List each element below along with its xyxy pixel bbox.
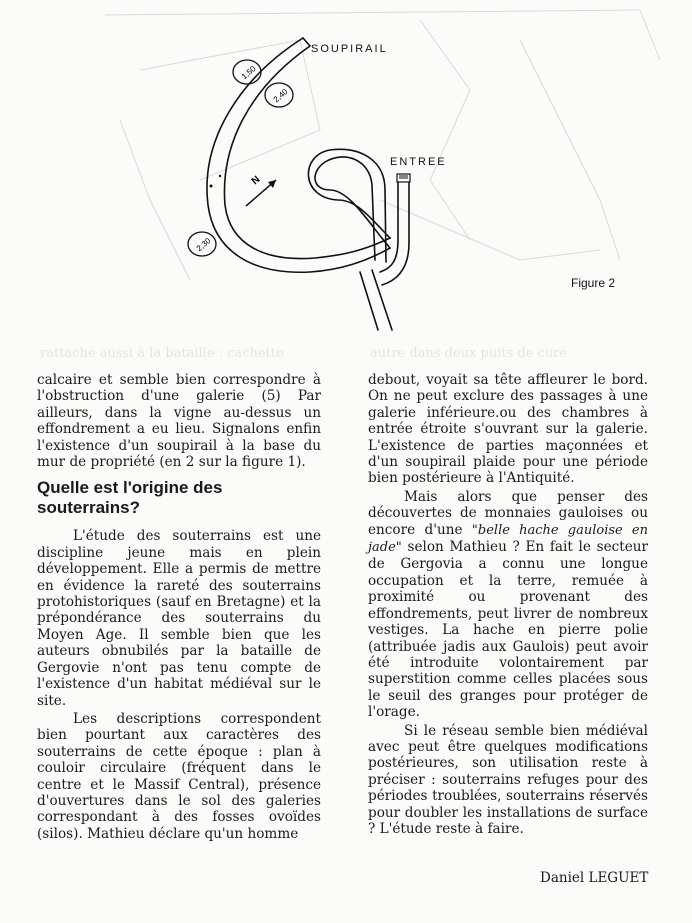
north-label: N xyxy=(249,174,263,188)
paragraph: Les descriptions correspondent bien pourtant aux caractères des souterrains de cette époque : plan à couloir circulaire (fréquent dans le centre et le Massif Central), présence d'ouvertures dans le sol des galeries correspondant à des fosses ovoïdes (silos). Mathieu déclare qu'un homme xyxy=(37,710,321,842)
paragraph: debout, voyait sa tête affleurer le bord. On ne peut exclure des passages à une galerie inférieure.ou des chambres à entrée étroite s'ouvrant sur la galerie. L'existence de parties maçonnées et d'un soupirail plaide pour une période bien postérieure à l'Antiquité. xyxy=(368,372,648,487)
paragraph: Si le réseau semble bien médiéval avec peut être quelques modifications postérieures, son utilisation reste à préciser : souterrains refuges pour des périodes troublées, souterrains réservés pour doubler les installations de surface ? L'étude reste à faire. xyxy=(368,722,648,837)
bleed-through-text: autre dans deux puits de cure xyxy=(370,346,568,361)
author-signature: Daniel LEGUET xyxy=(540,870,649,886)
paragraph xyxy=(368,489,648,721)
section-heading: Quelle est l'origine des souterrains? xyxy=(37,478,223,518)
paragraph: L'étude des souterrains est une discipline jeune mais en plein développement. Elle a permis de mettre en évidence la rareté des souterrains protohistoriques (sauf en Bretagne) et la prépondérance des souterrains du Moyen Age. Il semble bien que les auteurs obnubilés par la bataille de Gergovie n'ont pas tenu compte de l'existence d'un habitat médiéval sur le site. xyxy=(37,528,321,709)
figure-2 xyxy=(0,0,692,345)
left-column xyxy=(37,372,321,842)
paragraph-part: selon Mathieu ? En fait le secteur de Gergovia a connu une longue occupation et la terre, remuée à proximité ou provenant des effondrements, peut livrer de nombreux vestiges. La hache en pierre polie (attribuée jadis aux Gaulois) peut avoir été introduite volontairement par superstition comme celles placées sous le seuil des granges pour protéger de l'orage. xyxy=(368,539,648,721)
soupirail-label: SOUPIRAIL xyxy=(311,43,388,55)
gallery-outline xyxy=(207,38,409,330)
paragraph-part: Mais alors que penser des découvertes de monnaies gauloises ou encore d'une xyxy=(368,488,648,538)
bleed-through-text: rattache aussi à la bataille : cachette xyxy=(40,346,284,361)
measure-label-3: 2,30 xyxy=(194,236,213,254)
entree-label: ENTREE xyxy=(390,156,447,168)
quoted-phrase: "belle hache gauloise en jade" xyxy=(368,522,648,556)
measure-label-2: 2,40 xyxy=(271,87,290,105)
figure-caption: Figure 2 xyxy=(571,276,616,290)
right-column xyxy=(368,372,648,837)
measure-label-1: 1,50 xyxy=(239,64,258,82)
north-arrow-icon xyxy=(246,174,276,206)
paragraph: calcaire et semble bien correspondre à l'obstruction d'une galerie (5) Par ailleurs, dans la vigne au-dessus un effondrement a eu lieu. Signalons enfin l'existence d'un soupirail à la base du mur de propriété (en 2 sur la figure 1). xyxy=(37,372,321,471)
